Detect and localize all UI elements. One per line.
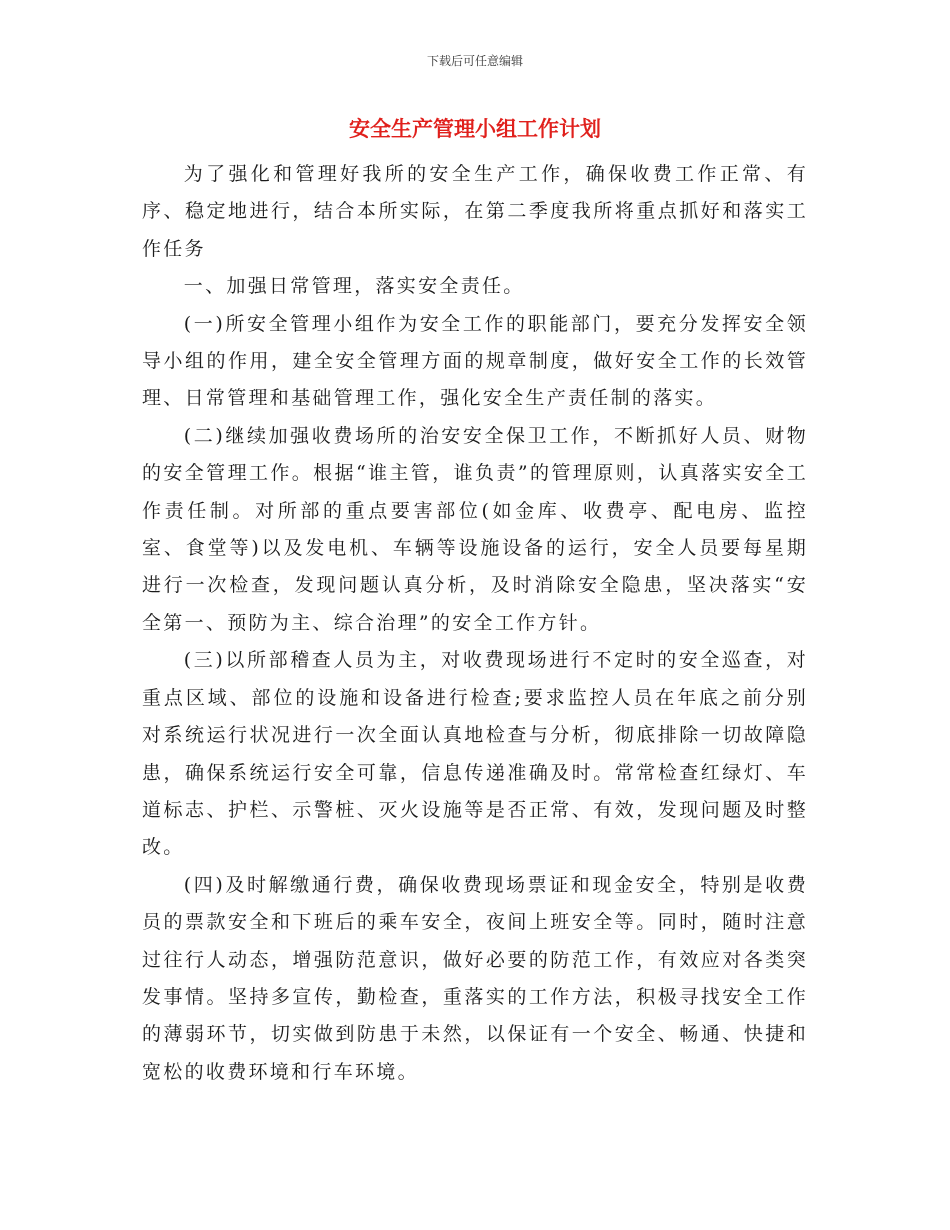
page-header-note: 下载后可任意编辑: [426, 54, 523, 68]
paragraph-intro: 为了强化和管理好我所的安全生产工作，确保收费工作正常、有序、稳定地进行，结合本所实际，在第二季度我所将重点抓好和落实工作任务: [142, 163, 808, 260]
paragraph-item-2: (二)继续加强收费场所的治安安全保卫工作，不断抓好人员、财物的安全管理工作。根据“谁主管，谁负责”的管理原则，认真落实安全工作责任制。对所部的重点要害部位(如金库、收费亭、配电房、监控室、食堂等)以及发电机、车辆等设施设备的运行，安全人员要每星期进行一次检查，发现问题认真分析，及时消除安全隐患，坚决落实“安全第一、预防为主、综合治理”的安全工作方针。: [142, 424, 808, 634]
paragraph-item-1: (一)所安全管理小组作为安全工作的职能部门，要充分发挥安全领导小组的作用，建全安全管理方面的规章制度，做好安全工作的长效管理、日常管理和基础管理工作，强化安全生产责任制的落实。: [142, 312, 808, 410]
document-title: 安全生产管理小组工作计划: [349, 117, 601, 141]
paragraph-item-4: (四)及时解缴通行费，确保收费现场票证和现金安全，特别是收费员的票款安全和下班后的乘车安全，夜间上班安全等。同时，随时注意过往行人动态，增强防范意识，做好必要的防范工作，有效应对各类突发事情。坚持多宣传，勤检查，重落实的工作方法，积极寻找安全工作的薄弱环节，切实做到防患于未然，以保证有一个安全、畅通、快捷和宽松的收费环境和行车环境。: [142, 873, 808, 1083]
paragraph-item-3: (三)以所部稽查人员为主，对收费现场进行不定时的安全巡查，对重点区域、部位的设施和设备进行检查;要求监控人员在年底之前分别对系统运行状况进行一次全面认真地检查与分析，彻底排除一切故障隐患，确保系统运行安全可靠，信息传递准确及时。常常检查红绿灯、车道标志、护栏、示警桩、灭火设施等是否正常、有效，发现问题及时整改。: [142, 649, 808, 859]
document-body: [142, 156, 808, 1091]
section-heading-1: 一、加强日常管理，落实安全责任。: [183, 275, 525, 298]
